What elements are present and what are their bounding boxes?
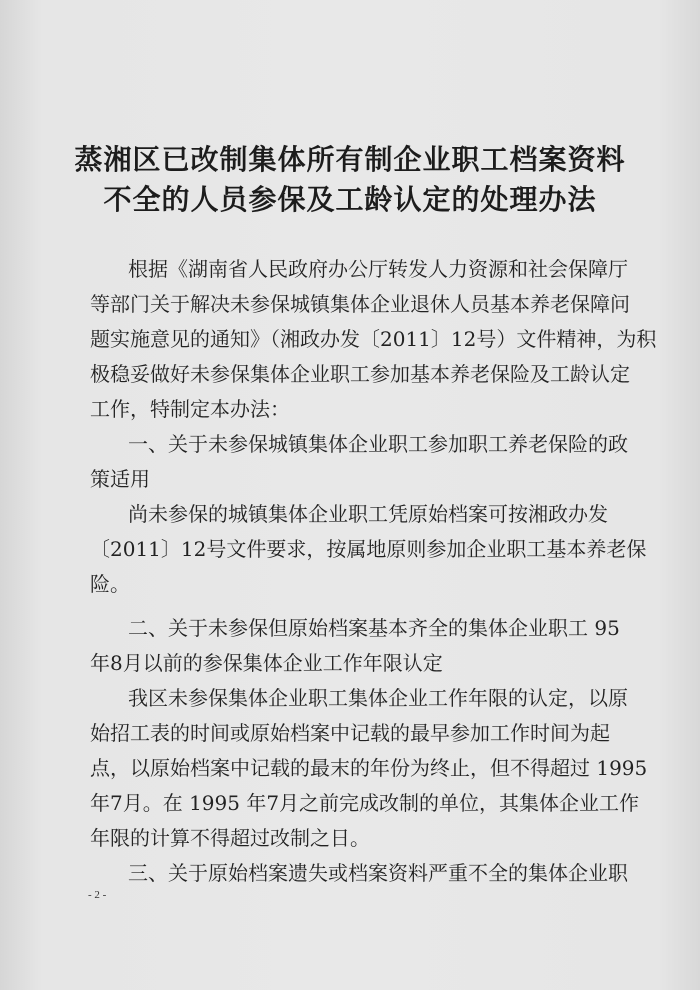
body-line: 极稳妥做好未参保集体企业职工参加基本养老保险及工龄认定: [90, 362, 630, 386]
section-heading-line: 策适用: [90, 467, 150, 491]
body-line: 年7月。在 1995 年7月之前完成改制的单位，其集体企业工作: [90, 791, 640, 815]
body-line: 等部门关于解决未参保城镇集体企业退休人员基本养老保障问: [90, 292, 630, 316]
section-heading-line: 一、关于未参保城镇集体企业职工参加职工养老保险的政: [128, 432, 628, 456]
body-line: 〔2011〕12号文件要求，按属地原则参加企业职工基本养老保: [90, 537, 647, 561]
body-line: 我区未参保集体企业职工集体企业工作年限的认定，以原: [128, 686, 628, 710]
body-line: 根据《湖南省人民政府办公厅转发人力资源和社会保障厅: [128, 257, 628, 281]
document-title-line-1: 蒸湘区已改制集体所有制企业职工档案资料: [74, 143, 626, 176]
section-heading-line: 二、关于未参保但原始档案基本齐全的集体企业职工 95: [128, 616, 620, 640]
body-line: 始招工表的时间或原始档案中记载的最早参加工作时间为起: [90, 721, 610, 745]
body-line: 题实施意见的通知》（湘政办发〔2011〕12号）文件精神，为积: [90, 327, 657, 351]
section-heading-line: 年8月以前的参保集体企业工作年限认定: [90, 651, 443, 675]
body-line: 工作，特制定本办法：: [90, 397, 290, 421]
body-line: 点，以原始档案中记载的最末的年份为终止，但不得超过 1995: [90, 756, 648, 780]
body-line: 尚未参保的城镇集体企业职工凭原始档案可按湘政办发: [128, 502, 608, 526]
section-heading-line: 三、关于原始档案遗失或档案资料严重不全的集体企业职: [128, 861, 628, 885]
body-line: 险。: [90, 572, 130, 596]
body-line: 年限的计算不得超过改制之日。: [90, 826, 370, 850]
page-number: - 2 -: [88, 889, 107, 901]
document-title-line-2: 不全的人员参保及工龄认定的处理办法: [103, 183, 597, 216]
